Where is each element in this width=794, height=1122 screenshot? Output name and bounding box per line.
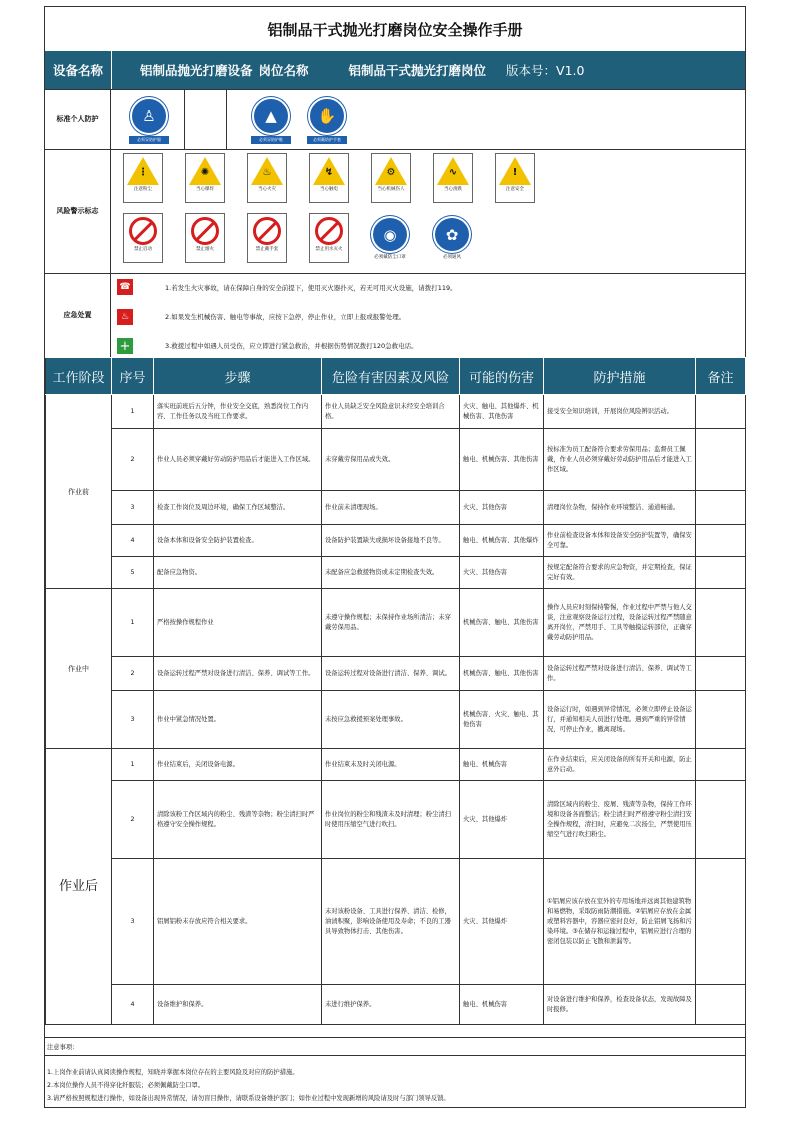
- step-cell: 清除该粉工作区域内的粉尘、残渣等杂物；粉尘清扫时严格遵守安全操作规程。: [154, 781, 322, 859]
- fire-extinguisher-icon: ♨: [117, 309, 133, 325]
- row-no-cell: 1: [112, 395, 154, 429]
- row-no-cell: 3: [112, 859, 154, 985]
- step-cell: 设备本体和设备安全防护装置检查。: [154, 525, 322, 557]
- remark-cell: [696, 691, 746, 749]
- row-no-cell: 5: [112, 557, 154, 589]
- injury-cell: 机械伤害、火灾、触电、其他伤害: [460, 691, 544, 749]
- step-cell: 设备运转过程严禁对设备进行清洁、保养、调试等工作。: [154, 657, 322, 691]
- explosion-warning-icon: ✺ 当心爆炸: [185, 153, 225, 203]
- table-row: [46, 657, 746, 691]
- emergency-item-2: 2.如果发生机械伤害、触电等事故，应按下急停，停止作业，立即上报或报警处理。: [165, 313, 406, 321]
- measure-cell: 设备运转过程严禁对设备进行清洁、保养、调试等工作。: [544, 657, 696, 691]
- remark-cell: [696, 491, 746, 525]
- table-row: [46, 429, 746, 491]
- no-start-icon: 禁止启动: [123, 213, 163, 263]
- emergency-item-3: 3.救援过程中如遇人员受伤，应立即进行紧急救治，并根据伤势情况拨打120急救电话。: [165, 342, 418, 350]
- emergency-item-1: 1.若发生火灾事故，请在保障自身的安全前提下，使用灭火器扑灭，若无可用灭火设施，请拨打119。: [165, 284, 457, 292]
- injury-cell: 火灾、其他伤害: [460, 491, 544, 525]
- stage-cell: 作业后: [46, 749, 112, 1025]
- electric-shock-warning-icon: ↯ 当心触电: [309, 153, 349, 203]
- step-cell: 作业人员必须穿戴好劳动防护用品后才能进入工作区域。: [154, 429, 322, 491]
- hazard-cell: 未按应急救援预案处理事故。: [322, 691, 460, 749]
- injury-cell: 火灾、触电、其他爆炸、机械伤害、其他伤害: [460, 395, 544, 429]
- note-item: 2.本岗位操作人员不得穿化纤服装；必须佩戴防尘口罩。: [47, 1082, 205, 1089]
- risk-label: 风险警示标志: [45, 149, 111, 273]
- step-cell: 配备应急物资。: [154, 557, 322, 589]
- measure-cell: 按规定配备符合要求的应急物资，并定期检查，保证完好有效。: [544, 557, 696, 589]
- hazard-cell: 未进行维护保养。: [322, 985, 460, 1025]
- header-hazard: 危险有害因素及风险: [322, 358, 460, 395]
- table-row: [46, 395, 746, 429]
- table-row: [46, 589, 746, 657]
- safety-manual-sheet: [44, 6, 746, 1108]
- injury-cell: 火灾、其他爆炸: [460, 859, 544, 985]
- step-cell: 检查工作岗位及周边环境，确保工作区域整洁。: [154, 491, 322, 525]
- stage-cell: 作业前: [46, 395, 112, 589]
- remark-cell: [696, 749, 746, 781]
- notes-list: [45, 1055, 745, 1108]
- injury-cell: 火灾、其他爆炸: [460, 781, 544, 859]
- measure-cell: 在作业结束后，应关闭设备的所有开关和电源，防止意外启动。: [544, 749, 696, 781]
- remark-cell: [696, 781, 746, 859]
- page-title: 铝制品干式抛光打磨岗位安全操作手册: [45, 7, 745, 52]
- step-cell: 严格按操作规程作业: [154, 589, 322, 657]
- step-cell: 设备维护和保养。: [154, 985, 322, 1025]
- remark-cell: [696, 859, 746, 985]
- row-no-cell: 4: [112, 985, 154, 1025]
- measure-cell: 操作人员应时刻保持警惕，作业过程中严禁与他人交谈，注意观察设备运行过程，设备运转过程严禁随意离开岗位，严禁用手、工具等触摸运转部位，正确穿戴劳动防护用品。: [544, 589, 696, 657]
- injury-cell: 触电、机械伤害: [460, 985, 544, 1025]
- remark-cell: [696, 525, 746, 557]
- header-measure: 防护措施: [544, 358, 696, 395]
- no-gloves-icon: 禁止戴手套: [247, 213, 287, 263]
- hazard-cell: 作业人员缺乏安全风险意识未经安全培训合格。: [322, 395, 460, 429]
- step-cell: 落实班前班后五分钟，作业安全交底，熟悉岗位工作内容、工作任务以及当班工作要求。: [154, 395, 322, 429]
- dust-mask-mandatory-icon: ◉ 必须戴防尘口罩: [371, 213, 409, 261]
- injury-cell: 触电、机械伤害、其他爆炸: [460, 525, 544, 557]
- remark-cell: [696, 985, 746, 1025]
- hazard-cell: 设备防护装置缺失或损坏设备接地不良等。: [322, 525, 460, 557]
- measure-cell: 接受安全知识培训，开展岗位风险辨识活动。: [544, 395, 696, 429]
- ventilation-mandatory-icon: ✿ 必须通风: [433, 213, 471, 261]
- remark-cell: [696, 589, 746, 657]
- notes-title: 注意事项：: [47, 1044, 79, 1051]
- row-no-cell: 1: [112, 589, 154, 657]
- table-row: [46, 781, 746, 859]
- injury-cell: 机械伤害、触电、其他伤害: [460, 589, 544, 657]
- table-row: [46, 859, 746, 985]
- dust-warning-icon: ⋮ 注意粉尘: [123, 153, 163, 203]
- first-aid-icon: +: [117, 338, 133, 354]
- note-item: 1.上岗作业前请认真阅读操作规程，知晓并掌握本岗位存在的主要风险及对应的防护措施。: [47, 1069, 299, 1076]
- row-no-cell: 2: [112, 657, 154, 691]
- measure-cell: 作业前检查设备本体和设备安全防护装置等，确保安全可靠。: [544, 525, 696, 557]
- machine-injury-warning-icon: ⚙ 当心机械伤人: [371, 153, 411, 203]
- protective-gloves-icon: ✋ 必须戴防护手套: [307, 97, 347, 144]
- ppe-label: 标准个人防护: [45, 89, 111, 149]
- measure-cell: 清理岗位杂物，保持作业环境整洁、通道畅通。: [544, 491, 696, 525]
- measure-cell: 按标准为员工配备符合要求劳保用品；监督员工佩戴，作业人员必须穿戴好劳动防护用品后才能进入工作区域。: [544, 429, 696, 491]
- equipment-name: 铝制品抛光打磨设备: [140, 63, 253, 78]
- stage-cell: 作业中: [46, 589, 112, 749]
- hazard-cell: 未穿戴劳保用品或失效。: [322, 429, 460, 491]
- post-label: 岗位名称: [258, 63, 309, 78]
- hazard-cell: 设备运转过程对设备进行清洁、保养、调试。: [322, 657, 460, 691]
- hazard-cell: 未遵守操作规程；未保持作业场所清洁；未穿戴劳保用品。: [322, 589, 460, 657]
- version-label: 版本号：V1.0: [506, 63, 585, 78]
- measure-cell: 清除区域内的粉尘、废屑、残渣等杂物，保持工作环境和设备各面整洁；粉尘清扫时严格遵守粉尘清扫安全操作规程，清扫时，应避免二次扬尘，严禁使用压缩空气进行吹扫粉尘。: [544, 781, 696, 859]
- measure-cell: 设备运行时，如遇到异常情况，必须立即停止设备运行，并通知相关人员进行处理。遇到严重的异常情况，可停止作业，撤离现场。: [544, 691, 696, 749]
- ppe-signs: [111, 89, 745, 149]
- table-row: [46, 557, 746, 589]
- row-no-cell: 2: [112, 429, 154, 491]
- equipment-label: 设备名称: [45, 51, 112, 89]
- table-row: [46, 749, 746, 781]
- injury-cell: 触电、机械伤害: [460, 749, 544, 781]
- protective-boots-icon: ▲ 必须穿防护鞋: [251, 97, 291, 144]
- remark-cell: [696, 395, 746, 429]
- hazard-cell: 作业结束未及时关闭电源。: [322, 749, 460, 781]
- injury-cell: 机械伤害、触电、其他伤害: [460, 657, 544, 691]
- row-no-cell: 3: [112, 691, 154, 749]
- post-name: 铝制品干式抛光打磨岗位: [348, 63, 487, 78]
- header-stage: 工作阶段: [46, 358, 112, 395]
- no-water-extinguish-icon: 禁止用水灭火: [309, 213, 349, 263]
- slip-warning-icon: ∿ 当心滑跌: [433, 153, 473, 203]
- injury-cell: 火灾、其他伤害: [460, 557, 544, 589]
- remark-cell: [696, 657, 746, 691]
- table-row: [46, 691, 746, 749]
- hazard-cell: 未配备应急救援物资或未定期检查失效。: [322, 557, 460, 589]
- table-row: [46, 985, 746, 1025]
- header-remark: 备注: [696, 358, 746, 395]
- header-injury: 可能的伤害: [460, 358, 544, 395]
- hazard-cell: 未对该粉设备、工具进行保养、清洁、检修，油渍积聚，影响设备使用及寿命；不良的工器具导致物体打击、其他伤害。: [322, 859, 460, 985]
- step-cell: 铝屑铝粉末存放应符合相关要求。: [154, 859, 322, 985]
- remark-cell: [696, 429, 746, 491]
- protective-suit-icon: ♙ 必须穿防护服: [129, 97, 169, 144]
- emergency-label: 应急处置: [45, 273, 111, 357]
- info-bar: [45, 51, 745, 90]
- no-fire-icon: 禁止烟火: [185, 213, 225, 263]
- measure-cell: ①铝屑应该存放在室外的专用场地并远离其他建筑物和易燃物，采取防雨防潮措施。②铝屑应存放在金属或塑料容器中，容器应密封良好，防止铝屑飞扬和污染环境。③在储存和运输过程中，铝屑应进行合理的密闭包装以防止飞散和泄漏等。: [544, 859, 696, 985]
- procedure-table: [45, 357, 746, 1025]
- note-item: 3.请严格按照规程进行操作，如设备出现异常情况，请勿盲目操作，请联系设备维护部门；如作业过程中发现新增的风险请及时与部门领导反馈。: [47, 1095, 450, 1102]
- fire-warning-icon: ♨ 当心火灾: [247, 153, 287, 203]
- general-caution-icon: ! 注意安全: [495, 153, 535, 203]
- header-no: 序号: [112, 358, 154, 395]
- header-step: 步骤: [154, 358, 322, 395]
- step-cell: 作业结束后，关闭设备电源。: [154, 749, 322, 781]
- table-row: [46, 491, 746, 525]
- injury-cell: 触电、机械伤害、其他伤害: [460, 429, 544, 491]
- remark-cell: [696, 557, 746, 589]
- row-no-cell: 1: [112, 749, 154, 781]
- hazard-cell: 作业前未清理现场。: [322, 491, 460, 525]
- measure-cell: 对设备进行维护和保养，检查设备状态，发现故障及时报修。: [544, 985, 696, 1025]
- table-row: [46, 525, 746, 557]
- row-no-cell: 4: [112, 525, 154, 557]
- row-no-cell: 2: [112, 781, 154, 859]
- fire-alarm-phone-icon: ☎: [117, 279, 133, 295]
- step-cell: 作业中紧急情况处置。: [154, 691, 322, 749]
- hazard-cell: 作业岗位的粉尘和残渣未及时清理；粉尘清扫时使用压缩空气进行吹扫。: [322, 781, 460, 859]
- row-no-cell: 3: [112, 491, 154, 525]
